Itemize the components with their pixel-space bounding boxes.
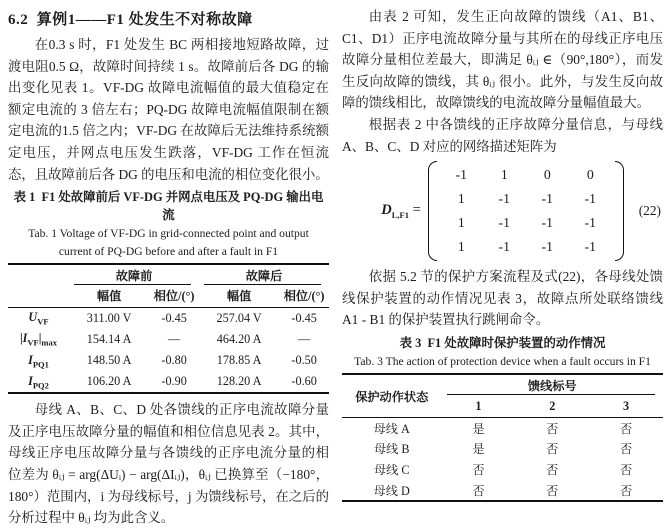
- equals-sign: =: [412, 202, 421, 219]
- cell: 否: [472, 483, 485, 498]
- table1-subheader-row: [8, 285, 329, 307]
- cell: 128.20 A: [216, 374, 262, 389]
- cell: 148.50 A: [86, 353, 132, 368]
- empty-cell: [8, 285, 69, 307]
- paragraph-theta-definition: 母线 A、B、C、D 处各馈线的正序电流故障分量及正序电压故障分量的幅值和相位信息见表 2。其中，母线正序电压故障分量与各馈线的正序电流分量的相位差为 θᵢⱼ = arg(ΔUᵢ) − arg(ΔIᵢⱼ)，θᵢⱼ 已换算至（−180°，180°）范围内，i 为母线标号，j 为馈线标号，在之后的分析过程中 θᵢⱼ 均为此含义。: [8, 402, 329, 526]
- row-label: 母线 C: [373, 463, 410, 478]
- table3-group-header: 馈线标号: [442, 374, 664, 395]
- cell: 464.20 A: [216, 331, 262, 346]
- table3: [342, 373, 663, 502]
- symbol: I: [28, 352, 33, 367]
- cell: -0.50: [291, 353, 317, 368]
- cell: 否: [546, 463, 559, 478]
- table1-row-ipq1: [8, 350, 329, 372]
- symbol-subscript: PQ2: [32, 380, 49, 391]
- symbol-subscript: PQ1: [32, 359, 49, 370]
- matrix-cell: -1: [584, 239, 597, 255]
- matrix-cell: -1: [584, 191, 597, 207]
- matrix-cell: -1: [498, 239, 511, 255]
- table3-group-header-row: [342, 374, 663, 395]
- cell: —: [298, 331, 311, 346]
- cell: -0.60: [291, 374, 317, 389]
- cell: 否: [619, 442, 633, 457]
- paragraph-fault-description: 在0.3 s 时，F1 处发生 BC 两相接地短路故障，过渡电阻0.5 Ω，故障时间持续 1 s。故障前后各 DG 的输出变化见表 1。VF-DG 故障电流幅值的最大值稳定在额定电流的 3 倍左右；PQ-DG 故障电流幅值限制在额定电流的1.5 倍之内；VF-DG 在故障后无法维持系统额定电压，并网点电压发生跌落，VF-DG 工作在恒流态，且故障前后各 DG 的电压和电流的相位变化很小。: [8, 37, 329, 182]
- row-label: 母线 D: [373, 483, 410, 498]
- matrix-cell: 1: [457, 239, 465, 255]
- row-label: [8, 372, 69, 394]
- cell: 否: [619, 483, 633, 498]
- row-label: [8, 329, 69, 351]
- symbol: I: [28, 373, 33, 388]
- equation-number: (22): [638, 203, 661, 219]
- table1-subheader: 相位/(°): [149, 285, 199, 307]
- cell: —: [168, 331, 181, 346]
- matrix-cell: -1: [541, 215, 554, 231]
- table3-subheader: 3: [589, 395, 663, 417]
- matrix-grid: [437, 161, 615, 261]
- section-heading: 6.2 算例1——F1 处发生不对称故障: [8, 12, 253, 28]
- right-column: [342, 6, 663, 499]
- left-column: [8, 6, 329, 526]
- row-label: [8, 350, 69, 372]
- matrix-cell: -1: [584, 215, 597, 231]
- paragraph-table2-analysis: 由表 2 可知，发生正向故障的馈线（A1、B1、C1、D1）正序电流故障分量与其所在的母线正序电压故障分量相位差最大，即满足 θᵢⱼ ∈（90°,180°），而发生反向故障的馈线，其 θᵢⱼ 很小。此外，与发生反向故障的馈线相比，故障馈线的电流故障分量幅值最大。: [342, 9, 663, 111]
- matrix-d: D: [381, 202, 392, 219]
- cell: 否: [472, 463, 485, 478]
- row-label: 母线 B: [373, 442, 410, 457]
- matrix-cell: -1: [541, 239, 554, 255]
- cell: -0.90: [161, 374, 187, 389]
- row-label: [8, 307, 69, 329]
- left-parenthesis: [428, 161, 437, 261]
- matrix-symbol: [381, 202, 421, 220]
- matrix-cell: 1: [457, 215, 465, 231]
- cell: 否: [546, 421, 559, 436]
- matrix-subscript: L,F1: [391, 210, 409, 221]
- cell: 106.20 A: [86, 374, 132, 389]
- table3-subheader: 1: [442, 395, 516, 417]
- cell: 311.00 V: [86, 310, 132, 325]
- table1-group-before: 故障前: [69, 264, 199, 285]
- table3-col1-header: 保护动作状态: [342, 374, 442, 417]
- cell: -0.45: [161, 310, 187, 325]
- matrix-cell: -1: [498, 191, 511, 207]
- bar: |: [38, 331, 42, 346]
- table1: [8, 263, 329, 394]
- table1-group-after: 故障后: [199, 264, 329, 285]
- symbol: I: [22, 331, 28, 346]
- paragraph-protection-action: 依据 5.2 节的保护方案流程及式(22)，各母线处馈线保护装置的动作情况见表 3，故障点所处联络馈线 A1 - B1 的保护装置执行跳闸命令。: [342, 269, 663, 328]
- paragraph-matrix-intro: 根据表 2 中各馈线的正序故障分量信息，与母线 A、B、C、D 对应的网络描述矩阵为: [342, 116, 663, 154]
- cell: -0.80: [161, 353, 187, 368]
- matrix-cell: -1: [541, 191, 554, 207]
- matrix-cell: -1: [498, 215, 511, 231]
- table1-subheader: 相位/(°): [279, 285, 329, 307]
- matrix-cell: -1: [455, 167, 468, 183]
- bar: |: [19, 331, 23, 346]
- cell: 否: [546, 442, 559, 457]
- cell: 否: [619, 463, 633, 478]
- cell: -0.45: [291, 310, 317, 325]
- table1-group-header-row: [8, 264, 329, 285]
- table3-row-bus-d: [342, 480, 663, 501]
- symbol: U: [28, 309, 38, 324]
- table3-caption-en: Tab. 3 The action of protection device when a fault occurs in F1: [354, 354, 651, 368]
- equation-22: [342, 159, 663, 263]
- cell: 否: [546, 483, 559, 498]
- table1-caption-zh: 表 1 F1 处故障前后 VF-DG 并网点电压及 PQ-DG 输出电流: [13, 190, 324, 223]
- max-subscript: max: [41, 337, 58, 348]
- matrix-cell: 1: [457, 191, 465, 207]
- row-label: 母线 A: [373, 421, 410, 436]
- matrix-cell: 0: [586, 167, 594, 183]
- table3-row-bus-b: [342, 438, 663, 459]
- matrix-cell: 1: [500, 167, 508, 183]
- table1-subheader: 幅值: [69, 285, 149, 307]
- cell: 是: [472, 442, 485, 457]
- table1-row-uvf: [8, 307, 329, 329]
- matrix-cell: 0: [543, 167, 551, 183]
- table3-caption-zh: 表 3 F1 处故障时保护装置的动作情况: [399, 335, 606, 350]
- cell: 是: [472, 421, 485, 436]
- network-description-matrix: [428, 161, 624, 261]
- cell: 154.14 A: [86, 331, 132, 346]
- table1-row-ipq2: [8, 372, 329, 394]
- table1-caption-en: Tab. 1 Voltage of VF-DG in grid-connected point and output current of PQ-DG before and after a fault in F1: [28, 227, 309, 258]
- empty-cell: [8, 264, 69, 285]
- symbol-subscript: VF: [27, 337, 39, 348]
- cell: 257.04 V: [216, 310, 262, 325]
- table3-row-bus-a: [342, 417, 663, 438]
- table1-subheader: 幅值: [199, 285, 279, 307]
- table3-row-bus-c: [342, 459, 663, 480]
- table3-subheader: 2: [515, 395, 589, 417]
- symbol-subscript: VF: [37, 316, 49, 327]
- table1-row-ivf-max: [8, 329, 329, 351]
- cell: 否: [619, 421, 633, 436]
- cell: 178.85 A: [216, 353, 262, 368]
- right-parenthesis: [615, 161, 624, 261]
